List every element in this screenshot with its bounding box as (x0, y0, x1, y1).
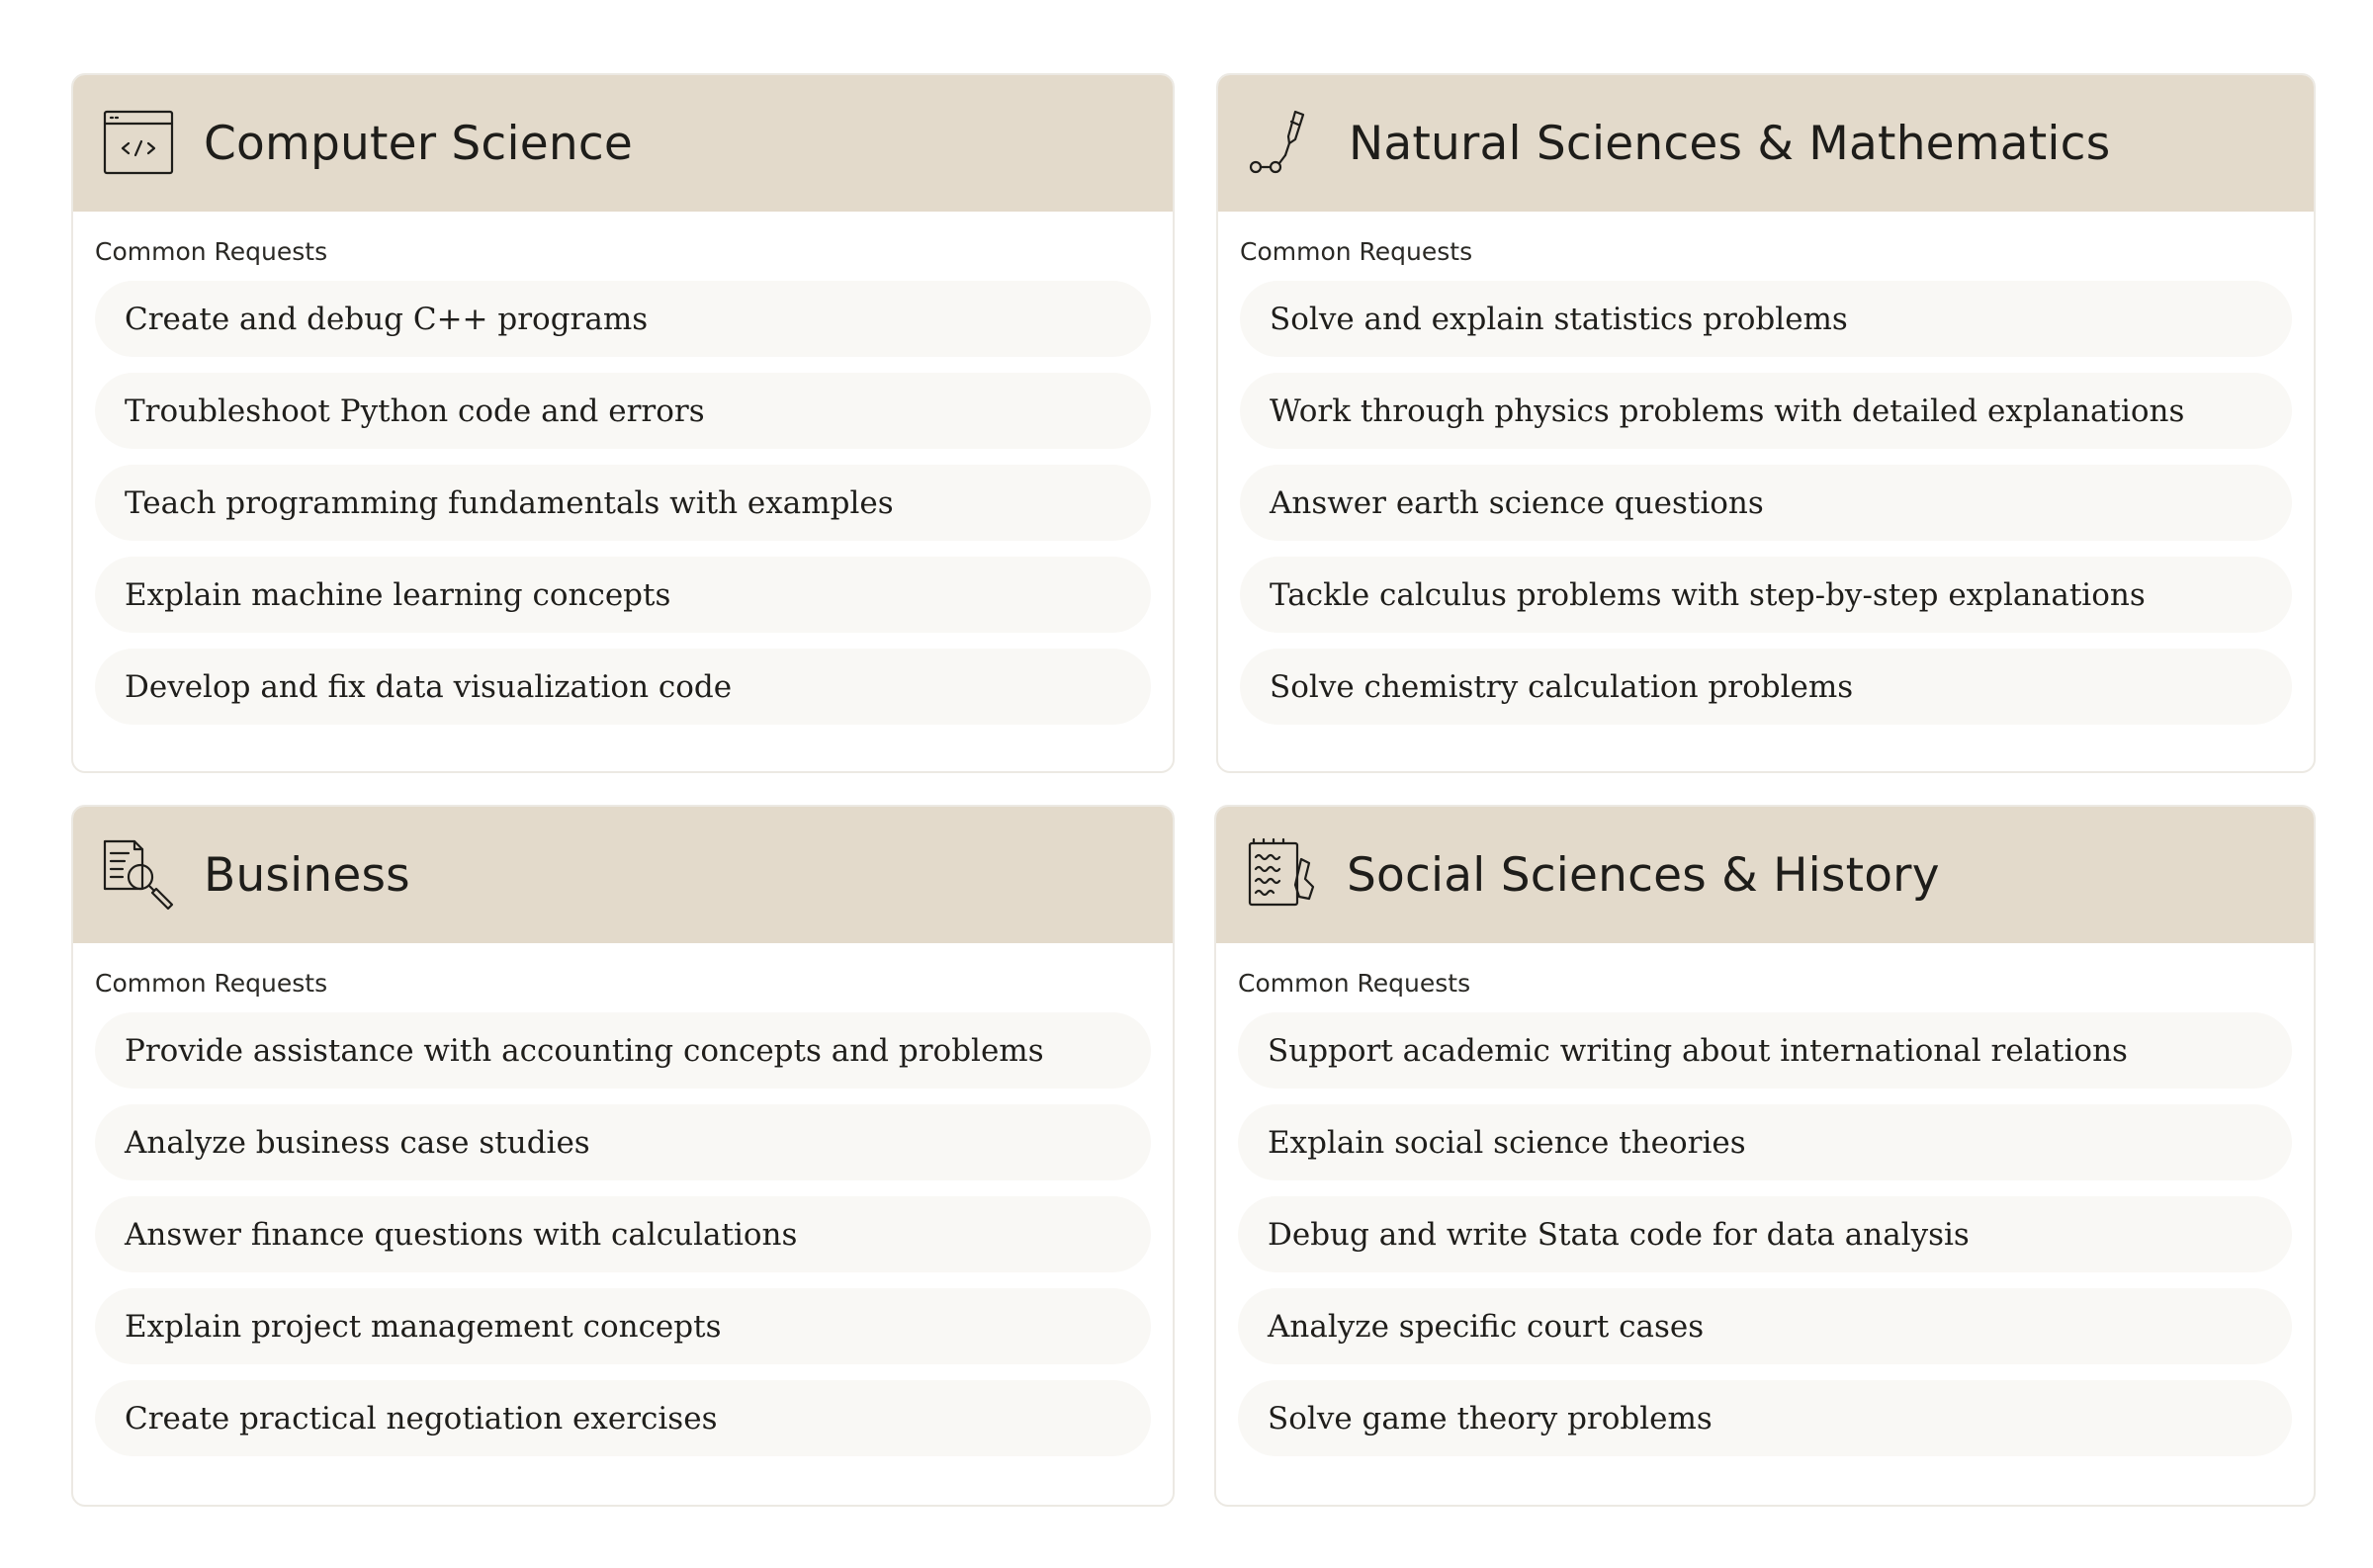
card-title: Computer Science (204, 116, 633, 171)
request-list (95, 281, 1151, 725)
document-magnifier-icon (101, 837, 176, 913)
request-item[interactable]: Analyze specific court cases (1238, 1288, 2292, 1364)
card-title: Business (204, 847, 410, 903)
request-item[interactable]: Create and debug C++ programs (95, 281, 1151, 357)
request-item[interactable]: Solve chemistry calculation problems (1240, 649, 2292, 725)
request-item[interactable]: Develop and fix data visualization code (95, 649, 1151, 725)
request-item[interactable]: Explain machine learning concepts (95, 557, 1151, 633)
request-item[interactable]: Provide assistance with accounting concepts and problems (95, 1012, 1151, 1089)
notepad-hand-icon (1244, 837, 1319, 913)
section-label: Common Requests (1238, 969, 1471, 998)
card-title: Natural Sciences & Mathematics (1349, 116, 2111, 171)
card-body (73, 943, 1173, 1456)
card-body (1216, 943, 2314, 1456)
card-computer-science (71, 73, 1175, 773)
card-header (73, 807, 1173, 943)
request-item[interactable]: Tackle calculus problems with step-by-step explanations (1240, 557, 2292, 633)
request-item[interactable]: Solve game theory problems (1238, 1380, 2292, 1456)
card-business (71, 805, 1175, 1507)
card-header (1216, 807, 2314, 943)
request-item[interactable]: Support academic writing about international relations (1238, 1012, 2292, 1089)
request-item[interactable]: Debug and write Stata code for data analysis (1238, 1196, 2292, 1272)
pen-graph-icon (1246, 106, 1321, 181)
request-item[interactable]: Answer finance questions with calculations (95, 1196, 1151, 1272)
request-item[interactable]: Solve and explain statistics problems (1240, 281, 2292, 357)
code-window-icon (101, 106, 176, 181)
card-header (73, 75, 1173, 212)
request-list (1238, 1012, 2292, 1456)
request-item[interactable]: Analyze business case studies (95, 1104, 1151, 1180)
request-item[interactable]: Explain social science theories (1238, 1104, 2292, 1180)
request-item[interactable]: Work through physics problems with detailed explanations (1240, 373, 2292, 449)
section-label: Common Requests (1240, 237, 1473, 266)
request-list (95, 1012, 1151, 1456)
card-social-sciences-history (1214, 805, 2316, 1507)
request-item[interactable]: Create practical negotiation exercises (95, 1380, 1151, 1456)
request-item[interactable]: Troubleshoot Python code and errors (95, 373, 1151, 449)
card-title: Social Sciences & History (1347, 847, 1940, 903)
card-natural-sciences-mathematics (1216, 73, 2316, 773)
card-body (1218, 212, 2314, 725)
request-list (1240, 281, 2292, 725)
section-label: Common Requests (95, 969, 328, 998)
card-body (73, 212, 1173, 725)
card-header (1218, 75, 2314, 212)
section-label: Common Requests (95, 237, 328, 266)
request-item[interactable]: Teach programming fundamentals with examples (95, 465, 1151, 541)
request-item[interactable]: Answer earth science questions (1240, 465, 2292, 541)
request-item[interactable]: Explain project management concepts (95, 1288, 1151, 1364)
